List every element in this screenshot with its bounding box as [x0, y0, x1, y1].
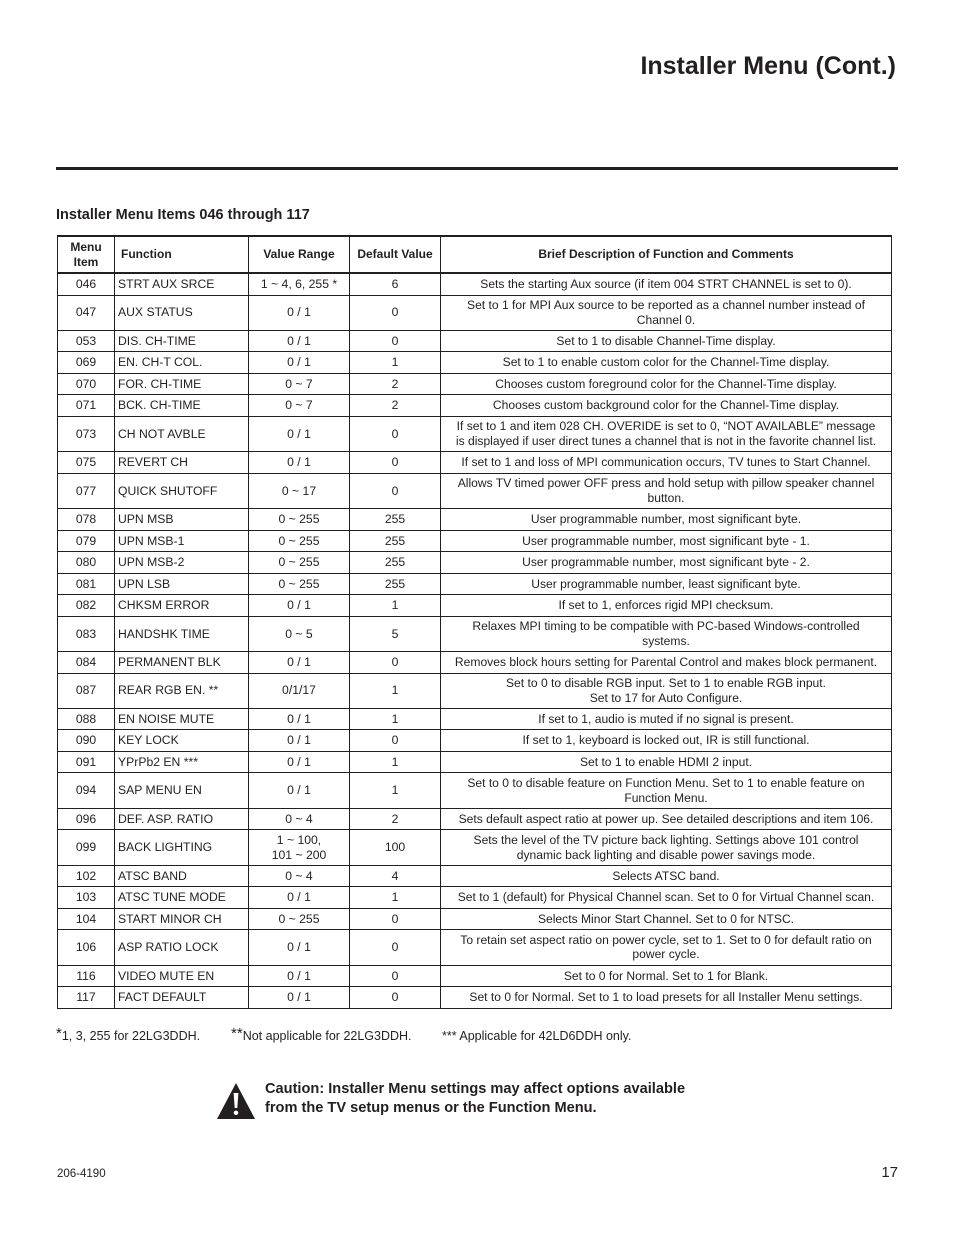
table-row	[58, 830, 892, 865]
cell-default-value: 0	[350, 930, 441, 965]
table-row	[58, 616, 892, 651]
cell-function: HANDSHK TIME	[115, 616, 249, 651]
header-default-value: Default Value	[350, 236, 441, 273]
table-row	[58, 473, 892, 508]
table-row	[58, 330, 892, 352]
cell-value-range: 0 / 1	[249, 987, 350, 1009]
cell-default-value: 2	[350, 395, 441, 417]
cell-value-range: 0/1/17	[249, 673, 350, 708]
cell-default-value: 1	[350, 751, 441, 773]
cell-default-value: 5	[350, 616, 441, 651]
cell-menu-item: 084	[58, 652, 115, 674]
cell-description: Sets default aspect ratio at power up. See detailed descriptions and item 106.	[441, 808, 892, 830]
cell-default-value: 1	[350, 673, 441, 708]
table-row	[58, 730, 892, 752]
cell-function: ATSC TUNE MODE	[115, 887, 249, 909]
cell-description: Selects ATSC band.	[441, 865, 892, 887]
cell-description: User programmable number, most significant byte - 2.	[441, 552, 892, 574]
table-row	[58, 652, 892, 674]
cell-value-range: 0 / 1	[249, 295, 350, 330]
table-row	[58, 908, 892, 930]
cell-default-value: 1	[350, 773, 441, 808]
cell-function: REVERT CH	[115, 452, 249, 474]
cell-description: To retain set aspect ratio on power cycle, set to 1. Set to 0 for default ratio on power cycle.	[441, 930, 892, 965]
cell-description: Set to 0 for Normal. Set to 1 for Blank.	[441, 965, 892, 987]
cell-menu-item: 069	[58, 352, 115, 374]
cell-default-value: 1	[350, 887, 441, 909]
cell-function: EN NOISE MUTE	[115, 708, 249, 730]
cell-function: CH NOT AVBLE	[115, 416, 249, 451]
table-row	[58, 708, 892, 730]
cell-menu-item: 117	[58, 987, 115, 1009]
cell-value-range: 0 / 1	[249, 773, 350, 808]
cell-default-value: 2	[350, 808, 441, 830]
cell-default-value: 0	[350, 295, 441, 330]
table-row	[58, 295, 892, 330]
cell-description: Set to 0 to disable feature on Function Menu. Set to 1 to enable feature on Function Menu.	[441, 773, 892, 808]
cell-value-range: 0 / 1	[249, 708, 350, 730]
caution-line-2: from the TV setup menus or the Function Menu.	[265, 1099, 597, 1116]
footnote-3: *** Applicable for 42LD6DDH only.	[442, 1029, 632, 1043]
table-row	[58, 395, 892, 417]
page-title: Installer Menu (Cont.)	[640, 52, 896, 80]
cell-value-range: 0 ~ 17	[249, 473, 350, 508]
cell-description: Removes block hours setting for Parental Control and makes block permanent.	[441, 652, 892, 674]
cell-menu-item: 080	[58, 552, 115, 574]
page-number: 17	[881, 1164, 898, 1181]
table-row	[58, 865, 892, 887]
table-row	[58, 808, 892, 830]
cell-menu-item: 116	[58, 965, 115, 987]
cell-description: Set to 0 for Normal. Set to 1 to load presets for all Installer Menu settings.	[441, 987, 892, 1009]
cell-function: ATSC BAND	[115, 865, 249, 887]
table-row	[58, 773, 892, 808]
cell-default-value: 2	[350, 373, 441, 395]
cell-function: FOR. CH-TIME	[115, 373, 249, 395]
header-description: Brief Description of Function and Comments	[441, 236, 892, 273]
cell-description: If set to 1 and item 028 CH. OVERIDE is set to 0, “NOT AVAILABLE” message is displayed if user direct tunes a channel that is not in the favorite channel list.	[441, 416, 892, 451]
cell-menu-item: 081	[58, 573, 115, 595]
cell-description: Set to 1 for MPI Aux source to be reported as a channel number instead of Channel 0.	[441, 295, 892, 330]
cell-menu-item: 077	[58, 473, 115, 508]
cell-default-value: 0	[350, 416, 441, 451]
cell-description: Set to 1 to enable HDMI 2 input.	[441, 751, 892, 773]
cell-function: BCK. CH-TIME	[115, 395, 249, 417]
cell-default-value: 0	[350, 965, 441, 987]
footnote-1-text: 1, 3, 255 for 22LG3DDH.	[61, 1029, 201, 1043]
cell-value-range: 0 ~ 255	[249, 509, 350, 531]
cell-menu-item: 047	[58, 295, 115, 330]
table-row	[58, 416, 892, 451]
table-row	[58, 373, 892, 395]
cell-value-range: 0 ~ 4	[249, 865, 350, 887]
cell-description: Chooses custom foreground color for the Channel-Time display.	[441, 373, 892, 395]
cell-function: VIDEO MUTE EN	[115, 965, 249, 987]
cell-menu-item: 046	[58, 273, 115, 295]
cell-function: QUICK SHUTOFF	[115, 473, 249, 508]
cell-description: If set to 1 and loss of MPI communication occurs, TV tunes to Start Channel.	[441, 452, 892, 474]
cell-menu-item: 083	[58, 616, 115, 651]
footnote-1-mark: *	[56, 1025, 62, 1042]
cell-value-range: 0 / 1	[249, 595, 350, 617]
cell-function: DIS. CH-TIME	[115, 330, 249, 352]
table-row	[58, 987, 892, 1009]
table-row	[58, 573, 892, 595]
cell-value-range: 0 ~ 255	[249, 552, 350, 574]
cell-menu-item: 104	[58, 908, 115, 930]
cell-value-range: 0 / 1	[249, 965, 350, 987]
cell-function: UPN LSB	[115, 573, 249, 595]
cell-menu-item: 088	[58, 708, 115, 730]
cell-default-value: 255	[350, 552, 441, 574]
table-row	[58, 273, 892, 295]
table-row	[58, 452, 892, 474]
cell-menu-item: 090	[58, 730, 115, 752]
cell-function: UPN MSB	[115, 509, 249, 531]
cell-value-range: 0 / 1	[249, 751, 350, 773]
cell-menu-item: 102	[58, 865, 115, 887]
cell-menu-item: 106	[58, 930, 115, 965]
cell-value-range: 1 ~ 4, 6, 255 *	[249, 273, 350, 295]
cell-description: User programmable number, least significant byte.	[441, 573, 892, 595]
cell-default-value: 255	[350, 530, 441, 552]
cell-function: UPN MSB-1	[115, 530, 249, 552]
section-heading: Installer Menu Items 046 through 117	[56, 207, 310, 223]
cell-description: Set to 1 to disable Channel-Time display.	[441, 330, 892, 352]
cell-description: Chooses custom background color for the Channel-Time display.	[441, 395, 892, 417]
header-function: Function	[115, 236, 249, 273]
cell-menu-item: 091	[58, 751, 115, 773]
header-value-range: Value Range	[249, 236, 350, 273]
table-row	[58, 930, 892, 965]
cell-default-value: 6	[350, 273, 441, 295]
cell-function: SAP MENU EN	[115, 773, 249, 808]
cell-menu-item: 099	[58, 830, 115, 865]
cell-value-range: 0 / 1	[249, 652, 350, 674]
cell-value-range: 0 / 1	[249, 352, 350, 374]
cell-function: AUX STATUS	[115, 295, 249, 330]
cell-description: User programmable number, most significant byte - 1.	[441, 530, 892, 552]
cell-function: ASP RATIO LOCK	[115, 930, 249, 965]
cell-menu-item: 075	[58, 452, 115, 474]
cell-description: If set to 1, enforces rigid MPI checksum.	[441, 595, 892, 617]
cell-value-range: 0 / 1	[249, 887, 350, 909]
cell-menu-item: 094	[58, 773, 115, 808]
cell-menu-item: 082	[58, 595, 115, 617]
cell-function: CHKSM ERROR	[115, 595, 249, 617]
cell-default-value: 0	[350, 730, 441, 752]
cell-menu-item: 096	[58, 808, 115, 830]
cell-function: KEY LOCK	[115, 730, 249, 752]
cell-function: YPrPb2 EN ***	[115, 751, 249, 773]
cell-value-range: 0 / 1	[249, 452, 350, 474]
cell-value-range: 0 ~ 255	[249, 530, 350, 552]
cell-function: START MINOR CH	[115, 908, 249, 930]
table-row	[58, 552, 892, 574]
table-row	[58, 530, 892, 552]
cell-value-range: 0 / 1	[249, 930, 350, 965]
cell-default-value: 1	[350, 595, 441, 617]
cell-default-value: 255	[350, 573, 441, 595]
cell-value-range: 1 ~ 100, 101 ~ 200	[249, 830, 350, 865]
cell-description: Allows TV timed power OFF press and hold setup with pillow speaker channel button.	[441, 473, 892, 508]
cell-value-range: 0 / 1	[249, 416, 350, 451]
cell-function: STRT AUX SRCE	[115, 273, 249, 295]
footnote-2	[231, 1027, 442, 1044]
cell-function: REAR RGB EN. **	[115, 673, 249, 708]
cell-description: Set to 0 to disable RGB input. Set to 1 to enable RGB input. Set to 17 for Auto Configure.	[441, 673, 892, 708]
table-row	[58, 887, 892, 909]
cell-menu-item: 079	[58, 530, 115, 552]
cell-menu-item: 071	[58, 395, 115, 417]
cell-default-value: 0	[350, 908, 441, 930]
cell-default-value: 0	[350, 330, 441, 352]
cell-default-value: 255	[350, 509, 441, 531]
cell-function: UPN MSB-2	[115, 552, 249, 574]
cell-default-value: 0	[350, 452, 441, 474]
cell-value-range: 0 / 1	[249, 730, 350, 752]
cell-menu-item: 087	[58, 673, 115, 708]
cell-function: PERMANENT BLK	[115, 652, 249, 674]
cell-value-range: 0 ~ 7	[249, 395, 350, 417]
table-header-row	[58, 236, 892, 273]
footnotes	[56, 1027, 631, 1044]
caution-message	[265, 1080, 685, 1117]
header-menu-item	[58, 236, 115, 273]
cell-description: If set to 1, keyboard is locked out, IR is still functional.	[441, 730, 892, 752]
cell-menu-item: 073	[58, 416, 115, 451]
header-divider	[56, 167, 898, 170]
caution-line-1: Caution: Installer Menu settings may affect options available	[265, 1081, 686, 1097]
footnote-1	[56, 1027, 231, 1044]
cell-menu-item: 070	[58, 373, 115, 395]
cell-default-value: 4	[350, 865, 441, 887]
cell-description: Relaxes MPI timing to be compatible with PC-based Windows-controlled systems.	[441, 616, 892, 651]
table-body	[58, 273, 892, 1008]
cell-value-range: 0 ~ 4	[249, 808, 350, 830]
cell-description: Set to 1 (default) for Physical Channel scan. Set to 0 for Virtual Channel scan.	[441, 887, 892, 909]
cell-description: Sets the level of the TV picture back lighting. Settings above 101 control dynamic back lighting and disable power savings mode.	[441, 830, 892, 865]
cell-value-range: 0 ~ 255	[249, 573, 350, 595]
footnote-2-text: Not applicable for 22LG3DDH.	[242, 1029, 412, 1043]
table-row	[58, 352, 892, 374]
cell-default-value: 1	[350, 708, 441, 730]
table-row	[58, 509, 892, 531]
cell-function: DEF. ASP. RATIO	[115, 808, 249, 830]
cell-menu-item: 078	[58, 509, 115, 531]
cell-default-value: 1	[350, 352, 441, 374]
cell-menu-item: 103	[58, 887, 115, 909]
table-row	[58, 965, 892, 987]
cell-value-range: 0 / 1	[249, 330, 350, 352]
header-menu-item-label: Menu Item	[70, 240, 102, 269]
cell-description: Sets the starting Aux source (if item 004 STRT CHANNEL is set to 0).	[441, 273, 892, 295]
cell-value-range: 0 ~ 255	[249, 908, 350, 930]
cell-function: FACT DEFAULT	[115, 987, 249, 1009]
footnote-2-mark: **	[231, 1025, 243, 1042]
cell-default-value: 100	[350, 830, 441, 865]
cell-default-value: 0	[350, 652, 441, 674]
cell-menu-item: 053	[58, 330, 115, 352]
cell-default-value: 0	[350, 987, 441, 1009]
table-row	[58, 595, 892, 617]
cell-function: EN. CH-T COL.	[115, 352, 249, 374]
cell-value-range: 0 ~ 5	[249, 616, 350, 651]
installer-menu-table	[57, 235, 892, 1009]
cell-function: BACK LIGHTING	[115, 830, 249, 865]
table-row	[58, 673, 892, 708]
warning-triangle-icon	[216, 1082, 256, 1120]
cell-description: If set to 1, audio is muted if no signal is present.	[441, 708, 892, 730]
cell-value-range: 0 ~ 7	[249, 373, 350, 395]
cell-default-value: 0	[350, 473, 441, 508]
cell-description: User programmable number, most significant byte.	[441, 509, 892, 531]
cell-description: Selects Minor Start Channel. Set to 0 for NTSC.	[441, 908, 892, 930]
document-number: 206-4190	[57, 1168, 106, 1180]
table-row	[58, 751, 892, 773]
cell-description: Set to 1 to enable custom color for the Channel-Time display.	[441, 352, 892, 374]
